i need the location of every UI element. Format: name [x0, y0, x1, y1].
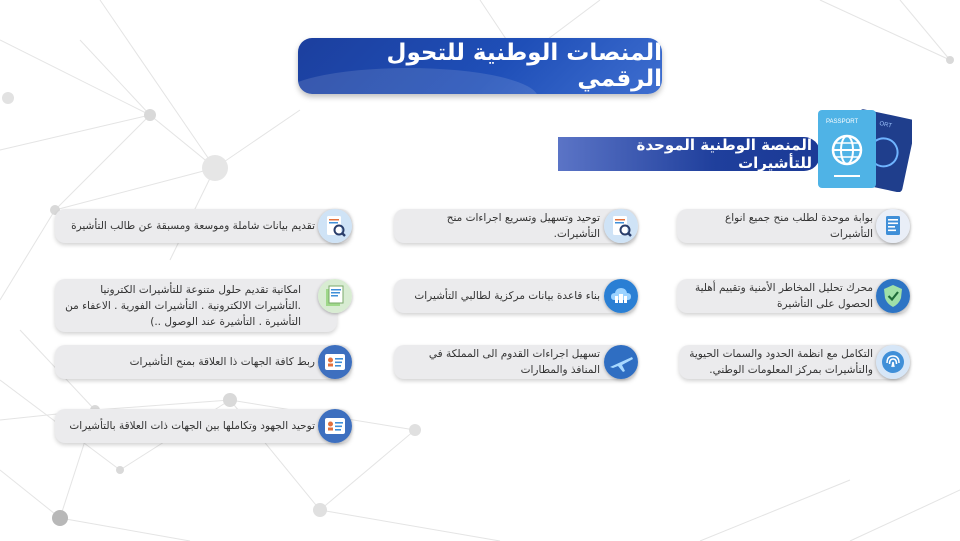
feature-card: امكانية تقديم حلول متنوعة للتأشيرات الكترونيا .التأشيرات الالكترونية . التأشيرات الفورية . الاعفاء من التأشيرة . التأشيرة عند الوصول ..) [55, 279, 337, 332]
feature-card: بناء قاعدة بيانات مركزية لطالبي التأشيرات [394, 279, 636, 313]
feature-card: التكامل مع انظمة الحدود والسمات الحيوية والتأشيرات بمركز المعلومات الوطني. [679, 345, 909, 379]
feature-card: تسهيل اجراءات القدوم الى المملكة في المنافذ والمطارات [394, 345, 636, 379]
documents-stack-icon [318, 279, 352, 313]
shield-check-icon [876, 279, 910, 313]
id-card-icon [318, 409, 352, 443]
id-card-icon [318, 345, 352, 379]
page-title-banner [298, 38, 662, 94]
document-icon [876, 209, 910, 243]
fingerprint-icon [876, 345, 910, 379]
feature-card: بوابة موحدة لطلب منح جميع انواع التأشيرات [677, 209, 909, 243]
section-title-bar [558, 137, 820, 171]
section-title: المنصة الوطنية الموحدة للتأشيرات [636, 136, 812, 172]
feature-card: تقديم بيانات شاملة وموسعة ومسبقة عن طالب التأشيرة [55, 209, 351, 243]
document-search-icon [318, 209, 352, 243]
svg-text:PASSPORT: PASSPORT [826, 119, 859, 125]
feature-card: توحيد وتسهيل وتسريع اجراءات منح التأشيرات. [394, 209, 636, 243]
feature-card: محرك تحليل المخاطر الأمنية وتقييم أهلية الحصول على التأشيرة [677, 279, 909, 313]
svg-text:ORT: ORT [878, 120, 893, 130]
document-search-icon [604, 209, 638, 243]
feature-card: توحيد الجهود وتكاملها بين الجهات ذات العلاقة بالتأشيرات [55, 409, 351, 443]
cloud-database-icon [604, 279, 638, 313]
feature-card: ربط كافة الجهات ذا العلاقة بمنح التأشيرات [55, 345, 351, 379]
page-title: المنصات الوطنية للتحول الرقمي [386, 40, 662, 92]
passport-icon [812, 108, 912, 192]
airplane-icon [604, 345, 638, 379]
